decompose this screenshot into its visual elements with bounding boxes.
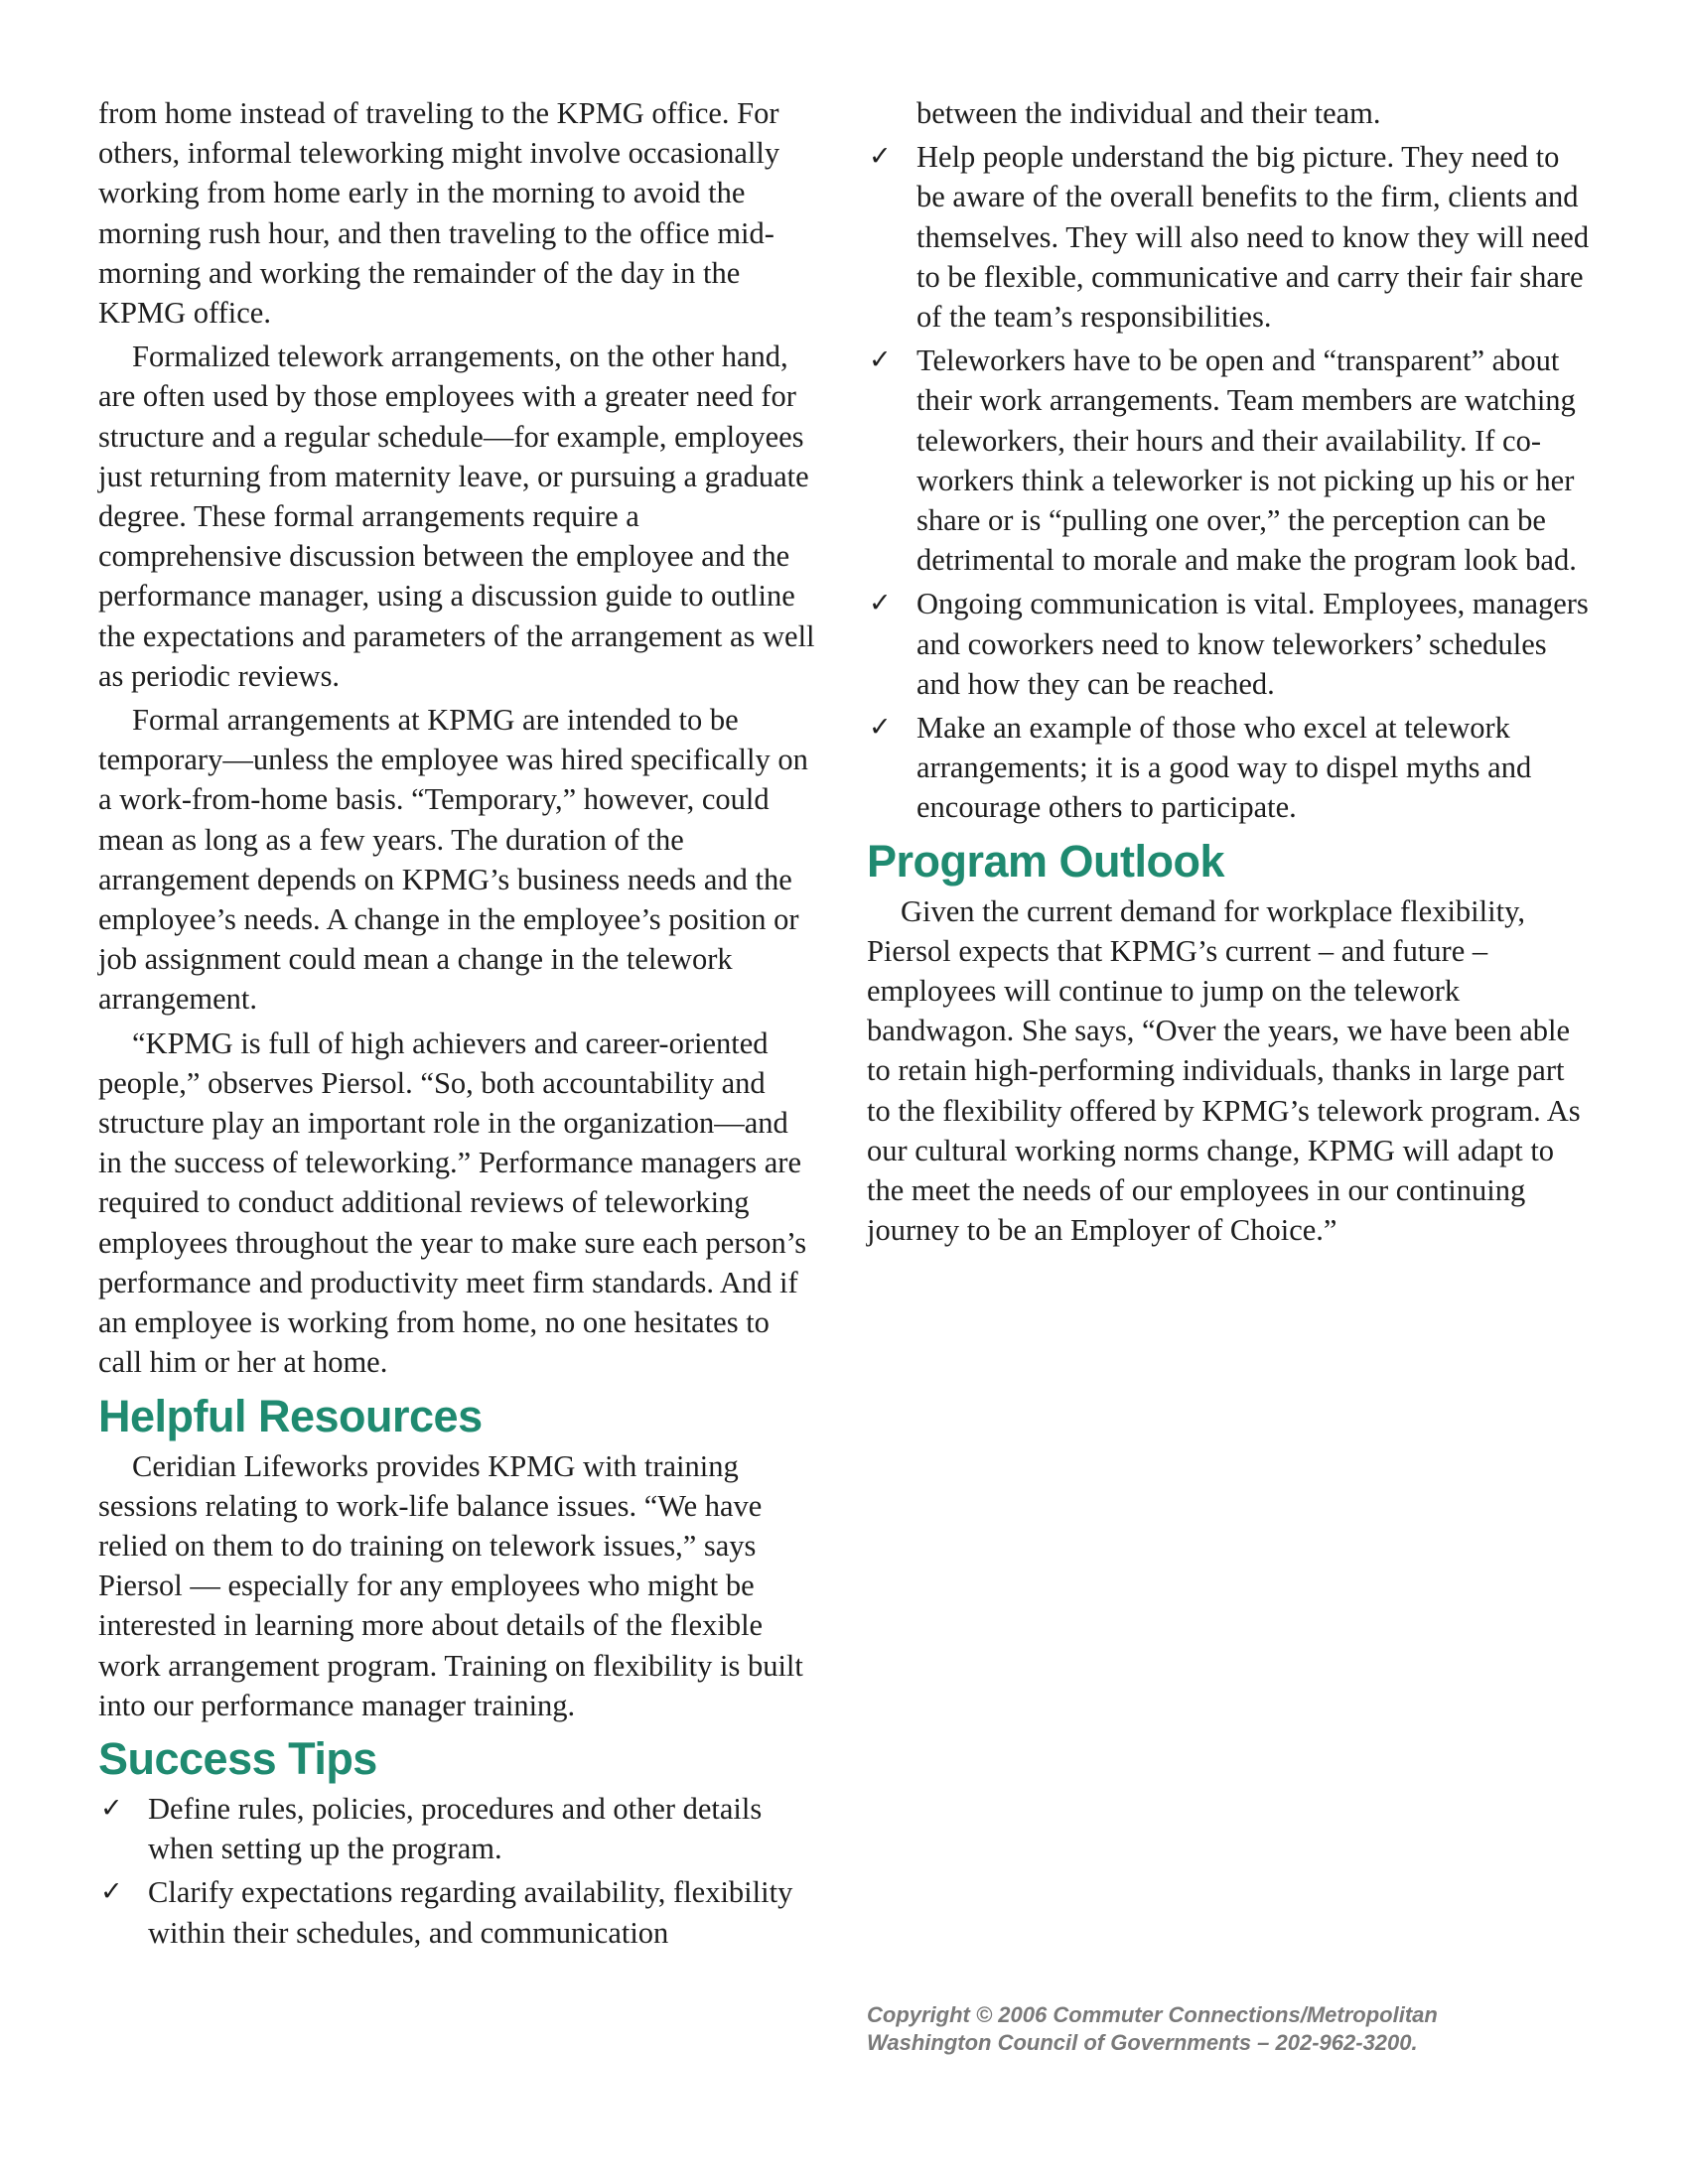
list-item-text: between the individual and their team.	[916, 96, 1381, 130]
checkmark-icon: ✓	[869, 712, 892, 744]
checkmark-icon: ✓	[869, 588, 892, 619]
list-item-text: Help people understand the big picture. They need to be aware of the overall benefits to the firm, clients and themselves. They will also need to know they will need to be flexible, communicative and carry their fair share of the team’s responsibilities.	[916, 140, 1590, 335]
list-item	[867, 341, 1590, 580]
body-paragraph: Formal arrangements at KPMG are intended to be temporary—unless the employee was hired specifically on a work-from-home basis. “Temporary,” however, could mean as long as a few years. The duration of the arrangement depends on KPMG’s business needs and the employee’s needs. A change in the employee’s position or job assignment could mean a change in the telework arrangement.	[98, 703, 808, 1017]
list-item	[867, 584, 1590, 704]
list-item-text: Clarify expectations regarding availability, flexibility within their schedules, and communication	[148, 1875, 793, 1950]
success-tips-heading: Success Tips	[98, 1732, 377, 1784]
list-item	[98, 1872, 819, 1952]
list-item-continuation	[867, 93, 1590, 133]
helpful-resources-paragraph: Ceridian Lifeworks provides KPMG with training sessions relating to work-life balance issues. “We have relied on them to do training on telework issues,” says Piersol — especially for any employees who might be interested in learning more about details of the flexible work arrangement program. Training on flexibility is built into our performance manager training.	[98, 1448, 803, 1722]
success-tips-list	[98, 1789, 819, 1953]
copyright-notice	[867, 2001, 1602, 2057]
list-item	[867, 137, 1590, 337]
list-item	[98, 1789, 819, 1868]
checkmark-icon: ✓	[869, 344, 892, 376]
program-outlook-paragraph: Given the current demand for workplace flexibility, Piersol expects that KPMG’s current – and future – employees will continue to jump on the telework bandwagon. She says, “Over the years, we have been able to retain high-performing individuals, thanks in large part to the flexibility offered by KPMG’s telework program. As our cultural working norms change, KPMG will adapt to the meet the needs of our employees in our continuing journey to be an Employer of Choice.”	[867, 893, 1581, 1248]
body-paragraph: “KPMG is full of high achievers and career-oriented people,” observes Piersol. “So, both accountability and structure play an important role in the organization—and in the success of teleworking.” Performance managers are required to conduct additional reviews of teleworking employees throughout the year to make sure each person’s performance and productivity meet firm standards. And if an employee is working from home, no one hesitates to call him or her at home.	[98, 1025, 807, 1380]
list-item-text: Teleworkers have to be open and “transparent” about their work arrangements. Team members are watching teleworkers, their hours and their availability. If co-workers think a teleworker is not picking up his or her share or is “pulling one over,” the perception can be detrimental to morale and make the program look bad.	[916, 343, 1577, 578]
list-item-text: Ongoing communication is vital. Employees, managers and coworkers need to know teleworkers’ schedules and how they can be reached.	[916, 587, 1589, 701]
list-item-text: Make an example of those who excel at telework arrangements; it is a good way to dispel myths and encourage others to participate.	[916, 711, 1532, 825]
checkmark-icon: ✓	[100, 1876, 123, 1908]
checkmark-icon: ✓	[100, 1792, 123, 1824]
checkmark-icon: ✓	[869, 141, 892, 173]
left-column	[98, 93, 819, 1957]
right-column	[867, 93, 1590, 1254]
success-tips-continued-list	[867, 93, 1590, 828]
body-paragraph: Formalized telework arrangements, on the other hand, are often used by those employees with a greater need for structure and a regular schedule—for example, employees just returning from maternity leave, or pursuing a graduate degree. These formal arrangements require a comprehensive discussion between the employee and the performance manager, using a discussion guide to outline the expectations and parameters of the arrangement as well as periodic reviews.	[98, 340, 815, 693]
list-item	[867, 708, 1590, 828]
body-paragraph: from home instead of traveling to the KPMG office. For others, informal teleworking might involve occasionally working from home early in the morning to avoid the morning rush hour, and then traveling to the office mid-morning and working the remainder of the day in the KPMG office.	[98, 96, 780, 331]
helpful-resources-heading: Helpful Resources	[98, 1390, 483, 1441]
program-outlook-heading: Program Outlook	[867, 835, 1225, 887]
list-item-text: Define rules, policies, procedures and other details when setting up the program.	[148, 1791, 763, 1866]
copyright-line: Copyright © 2006 Commuter Connections/Metropolitan	[867, 2002, 1438, 2027]
copyright-line: Washington Council of Governments – 202-962-3200.	[867, 2030, 1418, 2055]
